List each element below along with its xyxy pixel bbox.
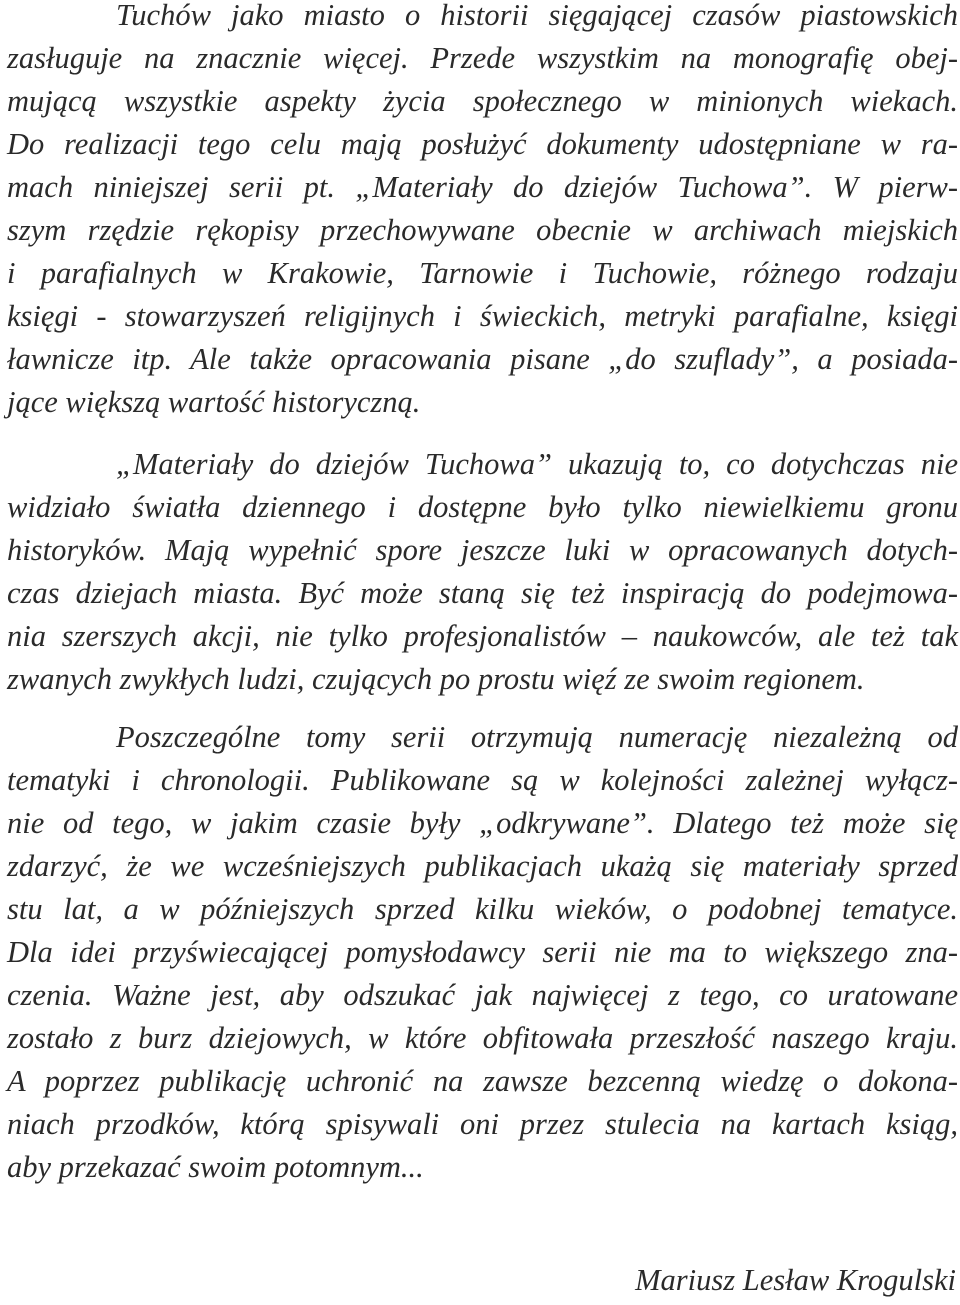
text-line: jące większą wartość historyczną. [7, 385, 421, 419]
text-line: historyków. Mają wypełnić spore jeszcze luki w opracowanych dotych- [7, 533, 958, 567]
text-line: zasługuje na znacznie więcej. Przede wszystkim na monografię obej- [7, 41, 958, 75]
text-line: mującą wszystkie aspekty życia społecznego w minionych wiekach. [7, 84, 958, 118]
text-line: zdarzyć, że we wcześniejszych publikacjach ukażą się materiały sprzed [7, 849, 958, 883]
text-line: aby przekazać swoim potomnym... [7, 1150, 424, 1184]
text-line: stu lat, a w późniejszych sprzed kilku wieków, o podobnej tematyce. [7, 892, 958, 926]
text-line: i parafialnych w Krakowie, Tarnowie i Tuchowie, różnego rodzaju [7, 256, 958, 290]
text-line: ławnicze itp. Ale także opracowania pisane „do szuflady”, a posiada- [7, 342, 958, 376]
text-line: tematyki i chronologii. Publikowane są w kolejności zależnej wyłącz- [7, 763, 958, 797]
text-line: niach przodków, którą spisywali oni przez stulecia na kartach ksiąg, [7, 1107, 958, 1141]
text-line: Tuchów jako miasto o historii sięgającej czasów piastowskich [116, 0, 958, 32]
text-line: mach niniejszej serii pt. „Materiały do dziejów Tuchowa”. W pierw- [7, 170, 958, 204]
text-line: Poszczególne tomy serii otrzymują numerację niezależną od [116, 720, 958, 754]
text-line: czas dziejach miasta. Być może staną się też inspiracją do podejmowa- [7, 576, 958, 610]
text-line: księgi - stowarzyszeń religijnych i świeckich, metryki parafialne, księgi [7, 299, 958, 333]
text-line: zostało z burz dziejowych, w które obfitowała przeszłość naszego kraju. [7, 1021, 958, 1055]
text-line: A poprzez publikację uchronić na zawsze bezcenną wiedzę o dokona- [7, 1064, 958, 1098]
text-line: Do realizacji tego celu mają posłużyć dokumenty udostępniane w ra- [7, 127, 958, 161]
text-line: nia szerszych akcji, nie tylko profesjonalistów – naukowców, ale też tak [7, 619, 958, 653]
text-line: szym rzędzie rękopisy przechowywane obecnie w archiwach miejskich [7, 213, 958, 247]
text-line: „Materiały do dziejów Tuchowa” ukazują to, co dotychczas nie [116, 447, 958, 481]
text-line: czenia. Ważne jest, aby odszukać jak najwięcej z tego, co uratowane [7, 978, 958, 1012]
text-line: widziało światła dziennego i dostępne było tylko niewielkiemu gronu [7, 490, 958, 524]
author-signature: Mariusz Lesław Krogulski [635, 1263, 956, 1297]
text-line: Dla idei przyświecającej pomysłodawcy serii nie ma to większego zna- [7, 935, 958, 969]
text-line: nie od tego, w jakim czasie były „odkrywane”. Dlatego też może się [7, 806, 958, 840]
text-line: zwanych zwykłych ludzi, czujących po prostu więź ze swoim regionem. [7, 662, 865, 696]
